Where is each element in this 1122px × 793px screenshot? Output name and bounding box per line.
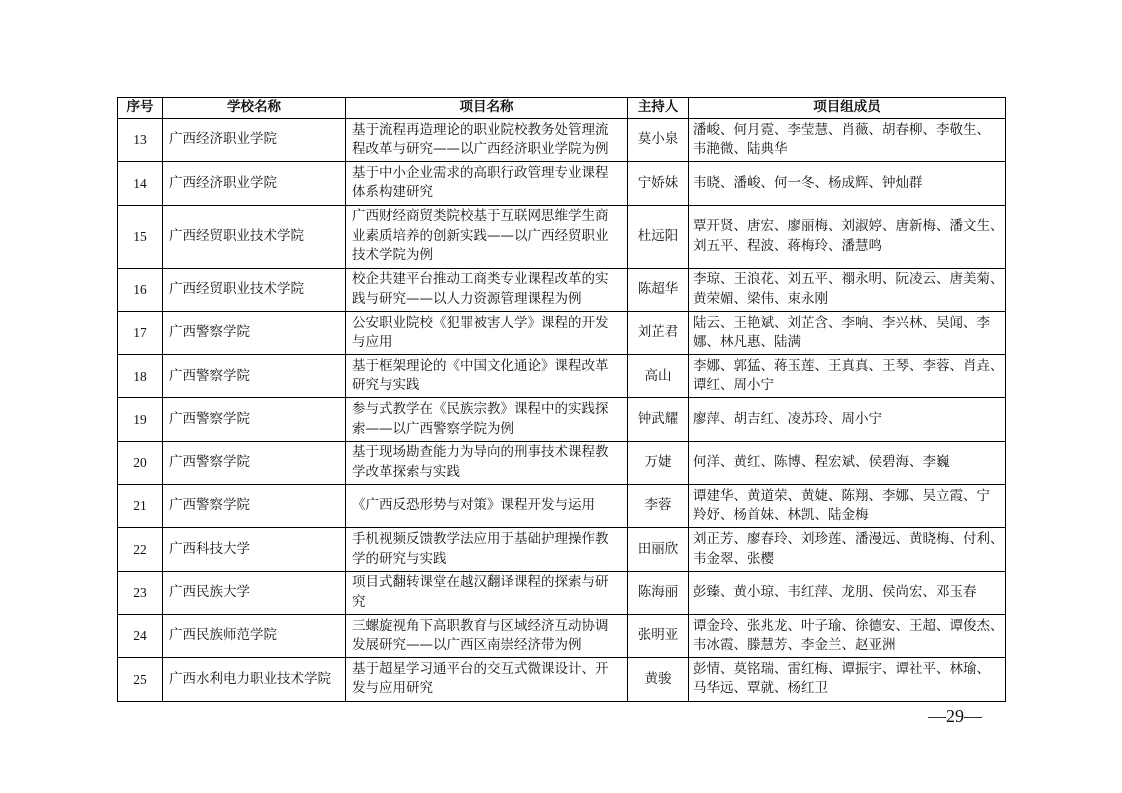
cell-no: 13 [118, 119, 163, 162]
table-row [118, 205, 1006, 268]
cell-project: 参与式教学在《民族宗教》课程中的实践探 索——以广西警察学院为例 [346, 398, 628, 441]
cell-members: 韦晓、潘峻、何一冬、杨成辉、钟灿群 [689, 162, 1006, 205]
cell-school: 广西民族师范学院 [163, 614, 346, 657]
table-row [118, 398, 1006, 441]
cell-members: 谭建华、黄道荣、黄婕、陈翔、李娜、吴立霞、宁 羚妤、杨首妹、林凯、陆金梅 [689, 485, 1006, 528]
table-row [118, 268, 1006, 311]
cell-host: 李蓉 [628, 485, 689, 528]
table-row [118, 485, 1006, 528]
cell-school: 广西警察学院 [163, 355, 346, 398]
cell-no: 19 [118, 398, 163, 441]
cell-project: 公安职业院校《犯罪被害人学》课程的开发 与应用 [346, 311, 628, 354]
cell-host: 万婕 [628, 441, 689, 484]
cell-members: 李琼、王浪花、刘五平、禤永明、阮凌云、唐美菊、 黄荣媚、梁伟、束永刚 [689, 268, 1006, 311]
cell-host: 莫小泉 [628, 119, 689, 162]
project-table [117, 97, 1006, 702]
cell-host: 陈超华 [628, 268, 689, 311]
cell-host: 田丽欣 [628, 528, 689, 571]
cell-school: 广西经济职业学院 [163, 162, 346, 205]
cell-members: 陆云、王艳斌、刘芷含、李响、李兴林、吴闻、李 娜、林凡惠、陆满 [689, 311, 1006, 354]
header-no: 序号 [118, 98, 163, 119]
table-row [118, 614, 1006, 657]
cell-no: 22 [118, 528, 163, 571]
table-row [118, 119, 1006, 162]
cell-no: 20 [118, 441, 163, 484]
cell-no: 14 [118, 162, 163, 205]
cell-members: 彭情、莫铭瑞、雷红梅、谭振宇、谭社平、林瑜、 马华远、覃就、杨红卫 [689, 658, 1006, 701]
header-host: 主持人 [628, 98, 689, 119]
cell-project: 手机视频反馈教学法应用于基础护理操作教 学的研究与实践 [346, 528, 628, 571]
cell-no: 24 [118, 614, 163, 657]
cell-members: 刘正芳、廖春玲、刘珍莲、潘漫远、黄晓梅、付利、 韦金翠、张樱 [689, 528, 1006, 571]
cell-project: 基于框架理论的《中国文化通论》课程改革 研究与实践 [346, 355, 628, 398]
cell-school: 广西警察学院 [163, 311, 346, 354]
cell-school: 广西警察学院 [163, 398, 346, 441]
cell-no: 17 [118, 311, 163, 354]
cell-no: 15 [118, 205, 163, 268]
cell-school: 广西科技大学 [163, 528, 346, 571]
table-row [118, 162, 1006, 205]
cell-project: 校企共建平台推动工商类专业课程改革的实 践与研究——以人力资源管理课程为例 [346, 268, 628, 311]
table-row [118, 571, 1006, 614]
table-row [118, 355, 1006, 398]
cell-no: 25 [118, 658, 163, 701]
table-row [118, 658, 1006, 701]
header-school: 学校名称 [163, 98, 346, 119]
table-header-row [118, 98, 1006, 119]
cell-project: 三螺旋视角下高职教育与区域经济互动协调 发展研究——以广西区南崇经济带为例 [346, 614, 628, 657]
page-number: —29— [928, 706, 982, 726]
cell-project: 基于超星学习通平台的交互式微课设计、开 发与应用研究 [346, 658, 628, 701]
cell-host: 陈海丽 [628, 571, 689, 614]
cell-school: 广西水利电力职业技术学院 [163, 658, 346, 701]
cell-members: 彭臻、黄小琼、韦红萍、龙朋、侯尚宏、邓玉春 [689, 571, 1006, 614]
cell-members: 潘峻、何月霓、李莹慧、肖薇、胡春柳、李敬生、 韦滟微、陆典华 [689, 119, 1006, 162]
cell-host: 张明亚 [628, 614, 689, 657]
cell-project: 《广西反恐形势与对策》课程开发与运用 [346, 485, 628, 528]
cell-school: 广西经贸职业技术学院 [163, 268, 346, 311]
cell-host: 刘芷君 [628, 311, 689, 354]
cell-members: 李娜、郭猛、蒋玉莲、王真真、王琴、李蓉、肖垚、 谭红、周小宁 [689, 355, 1006, 398]
cell-project: 项目式翻转课堂在越汉翻译课程的探索与研 究 [346, 571, 628, 614]
cell-host: 黄骏 [628, 658, 689, 701]
table-row [118, 441, 1006, 484]
cell-members: 覃开贤、唐宏、廖丽梅、刘淑婷、唐新梅、潘文生、 刘五平、程波、蒋梅玲、潘慧鸣 [689, 205, 1006, 268]
cell-no: 23 [118, 571, 163, 614]
table-row [118, 528, 1006, 571]
cell-project: 基于流程再造理论的职业院校教务处管理流 程改革与研究——以广西经济职业学院为例 [346, 119, 628, 162]
cell-host: 宁娇妹 [628, 162, 689, 205]
cell-no: 16 [118, 268, 163, 311]
cell-host: 高山 [628, 355, 689, 398]
cell-project: 广西财经商贸类院校基于互联网思维学生商 业素质培养的创新实践——以广西经贸职业 技术学院为例 [346, 205, 628, 268]
cell-members: 谭金玲、张兆龙、叶子瑜、徐德安、王超、谭俊杰、 韦冰霞、滕慧芳、李金兰、赵亚洲 [689, 614, 1006, 657]
cell-host: 杜远阳 [628, 205, 689, 268]
cell-members: 廖萍、胡吉红、凌苏玲、周小宁 [689, 398, 1006, 441]
cell-members: 何洋、黄红、陈博、程宏斌、侯碧海、李巍 [689, 441, 1006, 484]
cell-no: 21 [118, 485, 163, 528]
table-row [118, 311, 1006, 354]
cell-host: 钟武耀 [628, 398, 689, 441]
cell-no: 18 [118, 355, 163, 398]
header-project: 项目名称 [346, 98, 628, 119]
cell-project: 基于现场勘查能力为导向的刑事技术课程教 学改革探索与实践 [346, 441, 628, 484]
cell-school: 广西警察学院 [163, 441, 346, 484]
cell-school: 广西经济职业学院 [163, 119, 346, 162]
cell-school: 广西警察学院 [163, 485, 346, 528]
cell-school: 广西民族大学 [163, 571, 346, 614]
header-members: 项目组成员 [689, 98, 1006, 119]
cell-project: 基于中小企业需求的高职行政管理专业课程 体系构建研究 [346, 162, 628, 205]
cell-school: 广西经贸职业技术学院 [163, 205, 346, 268]
